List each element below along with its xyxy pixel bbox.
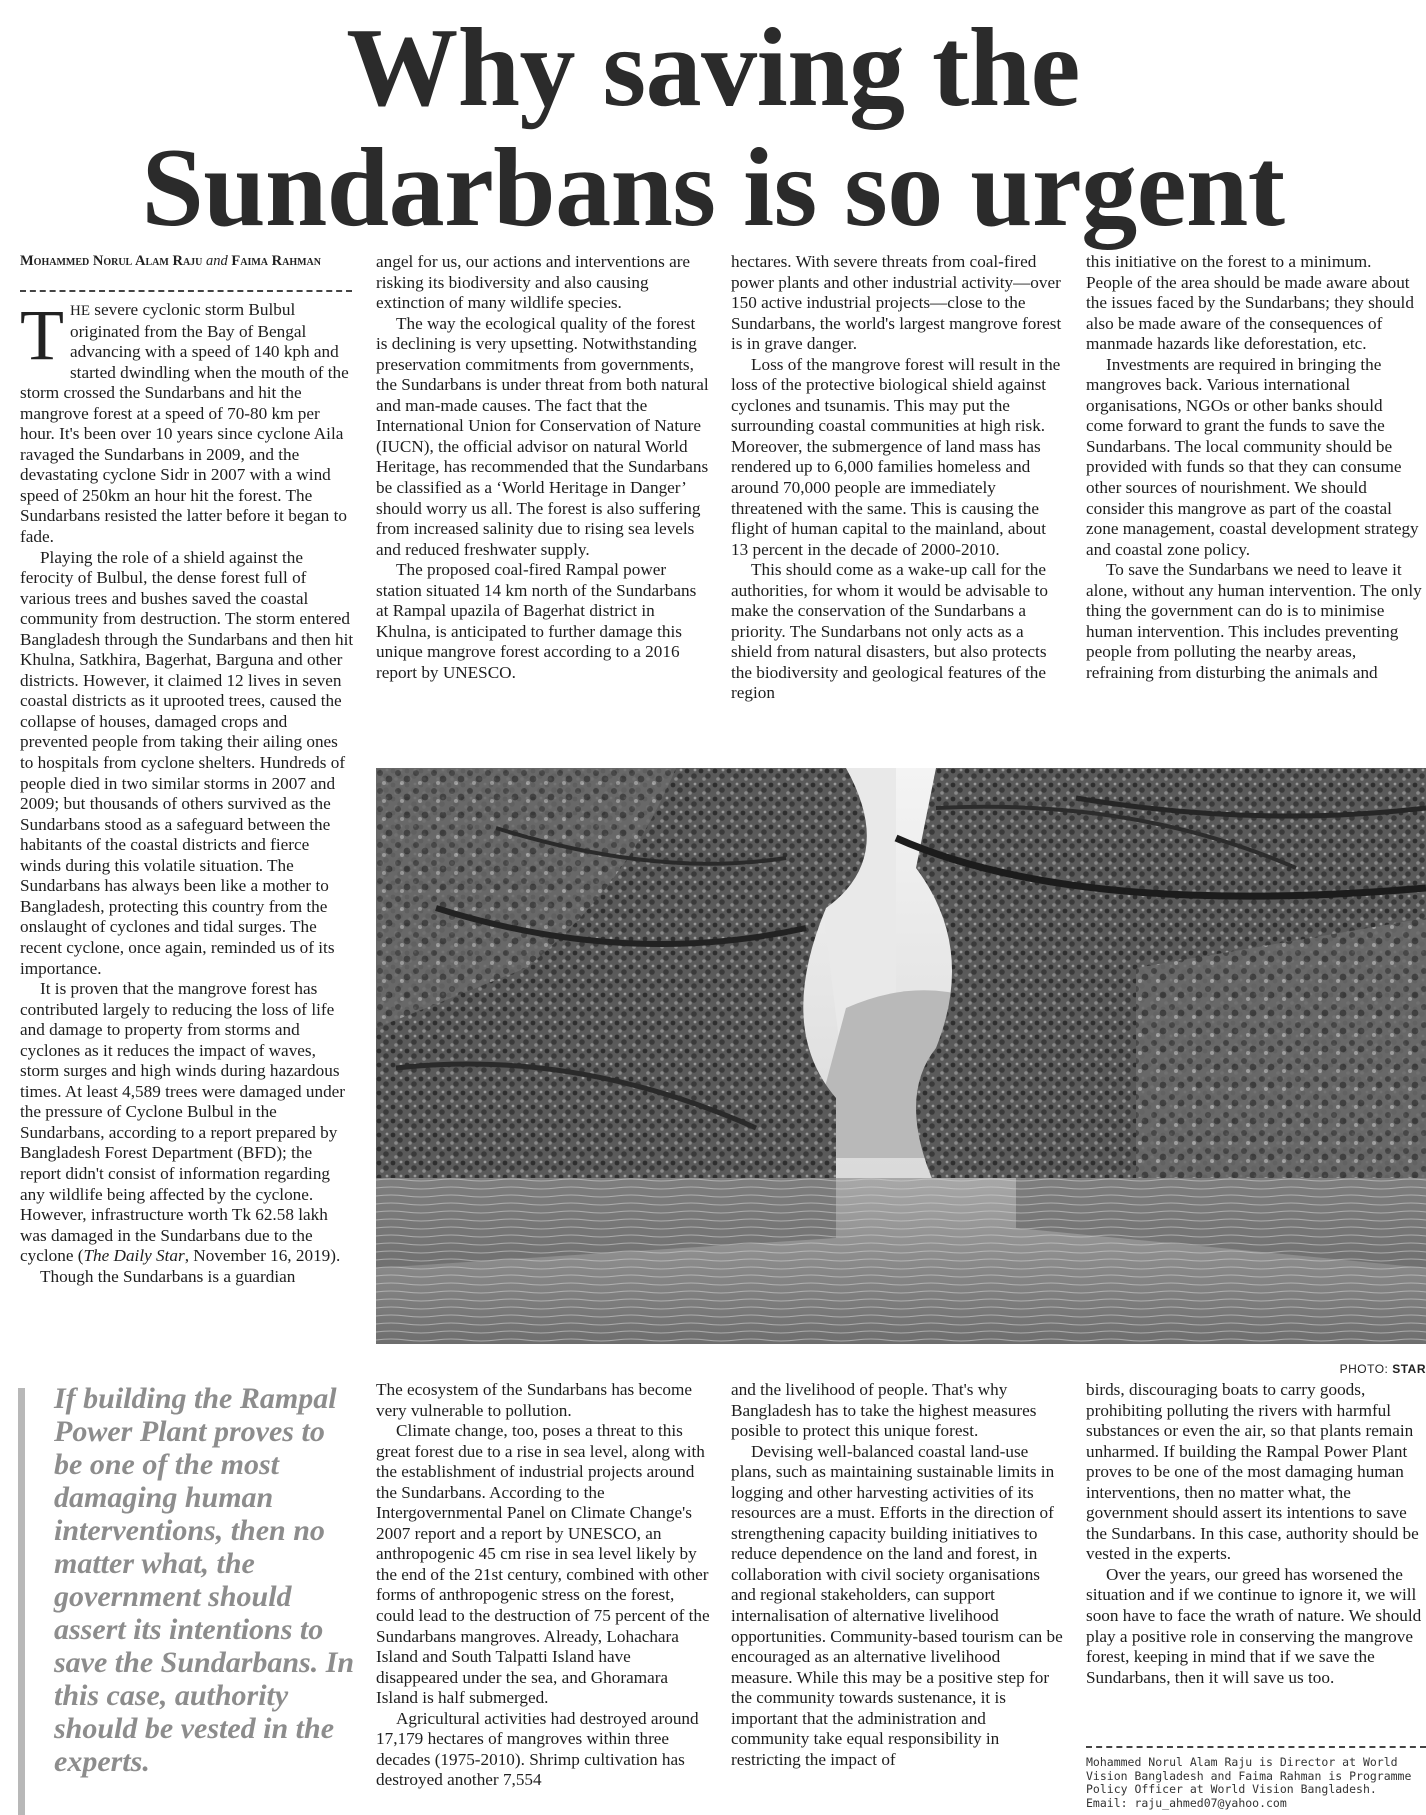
article-column-3 [731,252,1065,704]
article-column-2 [376,252,710,683]
publication-name: The Daily Star [83,1246,185,1266]
bio-email: Email: raju_ahmed07@yahoo.com [1086,1795,1287,1810]
paragraph: Loss of the mangrove forest will result in the loss of the protective biological shield against cyclones and tsunamis. This may put the surrounding coastal communities at high risk. Moreover, the submergence of land mass has rendered up to 6,000 families homeless and around 70,000 people are immediately threatened with the same. This is causing the flight of human capital to the mainland, about 13 percent in the decade of 2000-2010. [731,354,1061,559]
paragraph: hectares. With severe threats from coal-fired power plants and other industrial activity—over 150 active industrial projects—close to the Sundarbans, the world's largest mangrove forest is in grave danger. [731,252,1062,354]
headline-line-1: Why saving the [346,6,1080,130]
photo-credit: PHOTO: STAR [1339,1362,1426,1376]
drop-cap: T [20,295,64,375]
article-column-4-continued [1086,1380,1422,1688]
paragraph: To save the Sundarbans we need to leave it alone, without any human intervention. The only thing the government can do is to minimise human intervention. This includes preventing people from polluting the nearby areas, refraining from disturbing the animals and [1086,560,1422,682]
paragraph: THE severe cyclonic storm Bulbul originated from the Bay of Bengal advancing with a speed of 140 kph and started dwindling when the mouth of the storm crossed the Sundarbans and hit the mangrove forest at a speed of 70-80 km per hour. It's been over 10 years since cyclone Aila ravaged the Sundarbans in 2009, and the devastating cyclone Sidr in 2007 with a wind speed of 250km an hour hit the forest. The Sundarbans resisted the latter before it began to fade. [20,295,349,547]
article-column-2-continued [376,1380,710,1791]
paragraph: this initiative on the forest to a minimum. People of the area should be made aware about the issues faced by the Sundarbans; they should also be made aware of the consequences of manmade hazards like deforestation, etc. [1086,252,1414,354]
paragraph: angel for us, our actions and interventions are risking its biodiversity and also causing extinction of many wildlife species. [376,252,691,313]
paragraph: The proposed coal-fired Rampal power station situated 14 km north of the Sundarbans at Rampal upazila of Bagerhat district in Khulna, is anticipated to further damage this unique mangrove forest according to a 2016 report by UNESCO. [376,560,697,682]
paragraph: Devising well-balanced coastal land-use plans, such as maintaining sustainable limits in logging and other harvesting activities of its resources are a must. Efforts in the direction of strengthening capacity building initiatives to reduce dependence on the land and forest, in collaboration with civil society organisations and regional stakeholders, can support internalisation of alternative livelihood opportunities. Community-based tourism can be encouraged as an alternative livelihood measure. While this may be a positive step for the community towards sustenance, it is important that the administration and community take equal responsibility in restricting the impact of [731,1441,1063,1769]
byline-author-1: Mohammed Norul Alam Raju [20,253,203,269]
paragraph: It is proven that the mangrove forest has contributed largely to reducing the loss of life and damage to property from storms and cyclones as it reduces the impact of waves, storm surges and high winds during hazardous times. At least 4,589 trees were damaged under the pressure of Cyclone Bulbul in the Sundarbans, according to a report prepared by Bangladesh Forest Department (BFD); the report didn't consist of information regarding any wildlife being affected by the cyclone. However, infrastructure worth Tk 62.58 lakh was damaged in the Sundarbans due to the cyclone (The Daily Star, November 16, 2019). [20,979,346,1266]
bio-text: Mohammed Norul Alam Raju is Director at World Vision Bangladesh and Faima Rahman is Programme Policy Officer at World Vision Bangladesh. [1086,1755,1412,1796]
paragraph: Though the Sundarbans is a guardian [40,1266,296,1286]
byline-author-2: Faima Rahman [231,253,321,269]
paragraph: birds, discouraging boats to carry goods, prohibiting polluting the rivers with harmful substances or even the air, so that plants remain unharmed. If building the Rampal Power Plant proves to be one of the most damaging human interventions, then no matter what, the government should assert its intentions to save the Sundarbans. In this case, authority should be vested in the experts. [1086,1380,1419,1564]
paragraph: Agricultural activities had destroyed around 17,179 hectares of mangroves within three decades (1975-2010). Shrimp cultivation has destroyed another 7,554 [376,1708,699,1790]
pullquote: If building the Rampal Power Plant proves to be one of the most damaging human interventions, then no matter what, the government should assert its intentions to save the Sundarbans. In this case, authority should be vested in the experts. [54,1382,355,1778]
headline-line-2: Sundarbans is so urgent [141,126,1285,250]
paragraph: The ecosystem of the Sundarbans has become very vulnerable to pollution. [376,1380,692,1420]
byline-conjunction: and [206,253,228,269]
headline [0,8,1426,248]
article-column-1 [20,295,354,1287]
byline-divider [20,290,352,292]
paragraph: and the livelihood of people. That's why Bangladesh has to take the highest measures posible to protect this unique forest. [731,1380,1037,1441]
paragraph: Investments are required in bringing the mangroves back. Various international organisations, NGOs or other banks should come forward to grant the funds to save the Sundarbans. The local community should be provided with funds so that they can consume other sources of nourishment. We should consider this mangrove as part of the coastal zone management, coastal development strategy and coastal zone policy. [1086,354,1419,559]
mangrove-forest-illustration [376,768,1426,1344]
bio-divider [1086,1746,1426,1748]
article-column-4 [1086,252,1422,683]
byline [20,254,350,269]
paragraph: The way the ecological quality of the forest is declining is very upsetting. Notwithstanding preservation commitments from governments, the Sundarbans is under threat from both natural and man-made causes. The fact that the International Union for Conservation of Nature (IUCN), the official advisor on natural World Heritage, has recommended that the Sundarbans be classified as a ‘World Heritage in Danger’ should worry us all. The forest is also suffering from increased salinity due to rising sea levels and reduced freshwater supply. [376,313,709,559]
author-bio [1086,1756,1426,1810]
paragraph: Over the years, our greed has worsened the situation and if we continue to ignore it, we will soon have to face the wrath of nature. We should play a positive role in conserving the mangrove forest, keeping in mind that if we save the Sundarbans, then it will save us too. [1086,1564,1422,1687]
paragraph: Climate change, too, poses a threat to this great forest due to a rise in sea level, along with the establishment of industrial projects around the Sundarbans. According to the Intergovernmental Panel on Climate Change's 2007 report and a report by UNESCO, an anthropogenic 45 cm rise in sea level likely by the end of the 21st century, combined with other forms of anthropogenic stress on the forest, could lead to the destruction of 75 percent of the Sundarbans mangroves. Already, Lohachara Island and South Talpatti Island have disappeared under the sea, and Ghoramara Island is half submerged. [376,1421,710,1708]
lead-caps: HE [69,303,90,319]
article-column-3-continued [731,1380,1065,1770]
paragraph: Playing the role of a shield against the ferocity of Bulbul, the dense forest full of various trees and bushes saved the coastal community from destruction. The storm entered Bangladesh through the Sundarbans and then hit Khulna, Satkhira, Bagerhat, Barguna and other districts. However, it claimed 12 lives in seven coastal districts as it uprooted trees, caused the collapse of houses, damaged crops and prevented people from taking their ailing ones to hospitals from cyclone shelters. Hundreds of people died in two similar storms in 2007 and 2009; but thousands of others survived as the Sundarbans stood as a safeguard between the habitants of the coastal districts and fierce winds during this volatile situation. The Sundarbans has always been like a mother to Bangladesh, protecting this country from the onslaught of cyclones and tidal surges. The recent cyclone, once again, reminded us of its importance. [20,547,354,978]
sundarbans-river-photo [376,768,1426,1344]
pullquote-bar [18,1388,25,1815]
paragraph: This should come as a wake-up call for the authorities, for whom it would be advisable to make the conservation of the Sundarbans a priority. The Sundarbans not only acts as a shield from natural disasters, but also protects the biodiversity and geological features of the region [731,560,1048,703]
